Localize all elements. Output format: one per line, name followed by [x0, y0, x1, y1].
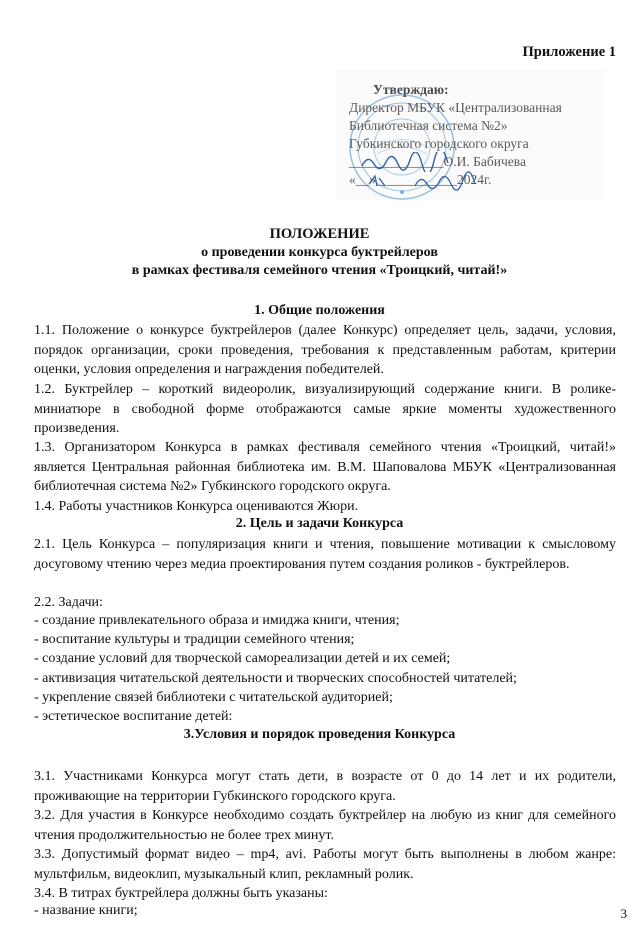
section-3-heading: 3.Условия и порядок проведения Конкурса	[183, 727, 456, 742]
document-title: ПОЛОЖЕНИЕ	[269, 226, 370, 242]
task-item: - укрепление связей библиотеки с читательской аудиторией;	[34, 690, 393, 705]
document-subtitle-2: в рамках фестиваля семейного чтения «Троицкий, читай!»	[131, 263, 508, 278]
paragraph-2-1: 2.1. Цель Конкурса – популяризация книги и чтения, повышение мотивации к смысловому досуговому чтению через медиа проектирования путем создания роликов - буктрейлеров.	[34, 537, 616, 572]
paragraph-3-3: 3.3. Допустимый формат видео – mp4, avi. Работы могут быть выполнены в любом жанре: мультфильм, видеоклип, музыкальный клип, рекламный ролик.	[34, 847, 616, 882]
credits-item: - название книги;	[34, 903, 138, 918]
approval-line-3: Губкинского городского округа	[349, 136, 529, 151]
task-item: - эстетическое воспитание детей:	[34, 709, 233, 724]
paragraph-1-3: 1.3. Организатором Конкурса в рамках фестиваля семейного чтения «Троицкий, читай!» является Центральная районная библиотека им. В.М. Шаповалова МБУК «Централизованная библиотечная система №2» Губкинского городского округа.	[34, 440, 616, 494]
section-2-heading: 2. Цель и задачи Конкурса	[235, 516, 404, 531]
paragraph-1-2: 1.2. Буктрейлер – короткий видеоролик, визуализирующий содержание книги. В ролике-миниатюре в свободной форме отображаются самые яркие моменты художественного произведения.	[34, 382, 616, 436]
handwritten-date-icon	[365, 170, 485, 192]
section-1-heading: 1. Общие положения	[254, 303, 385, 318]
signature-icon	[360, 152, 450, 172]
approval-line-2: Библиотечная система №2»	[349, 118, 508, 133]
paragraph-1-4: 1.4. Работы участников Конкурса оцениваются Жюри.	[34, 499, 359, 514]
approve-label: Утверждаю:	[373, 82, 449, 97]
paragraph-1-1: 1.1. Положение о конкурсе буктрейлеров (далее Конкурс) определяет цель, задачи, условия, порядок организации, сроки проведения, требования к представленным работам, критерии оценки, условия определения и награждения победителей.	[34, 323, 616, 377]
approval-block	[335, 70, 605, 200]
task-item: - воспитание культуры и традиции семейного чтения;	[34, 632, 355, 647]
task-item: - создание условий для творческой самореализации детей и их семей;	[34, 651, 451, 666]
approval-line-1: Директор МБУК «Централизованная	[349, 100, 562, 115]
approval-line-5: «__»____________2024г.	[349, 172, 492, 187]
paragraph-3-4: 3.4. В титрах буктрейлера должны быть указаны:	[34, 886, 328, 901]
approval-line-4: ______________О.И. Бабичева	[349, 154, 526, 169]
appendix-label: Приложение 1	[522, 44, 616, 60]
task-item: - создание привлекательного образа и имиджа книги, чтения;	[34, 613, 400, 628]
paragraph-3-2: 3.2. Для участия в Конкурсе необходимо создать буктрейлер на любую из книг для семейного чтения продолжительностью не более трех минут.	[34, 808, 616, 843]
document-subtitle-1: о проведении конкурса буктрейлеров	[201, 245, 438, 260]
page-number: 3	[620, 906, 627, 921]
paragraph-2-2: 2.2. Задачи:	[34, 595, 103, 610]
paragraph-3-1: 3.1. Участниками Конкурса могут стать дети, в возрасте от 0 до 14 лет и их родители, проживающие на территории Губкинского городского круга.	[34, 769, 616, 804]
task-item: - активизация читательской деятельности и творческих способностей читателей;	[34, 671, 517, 686]
